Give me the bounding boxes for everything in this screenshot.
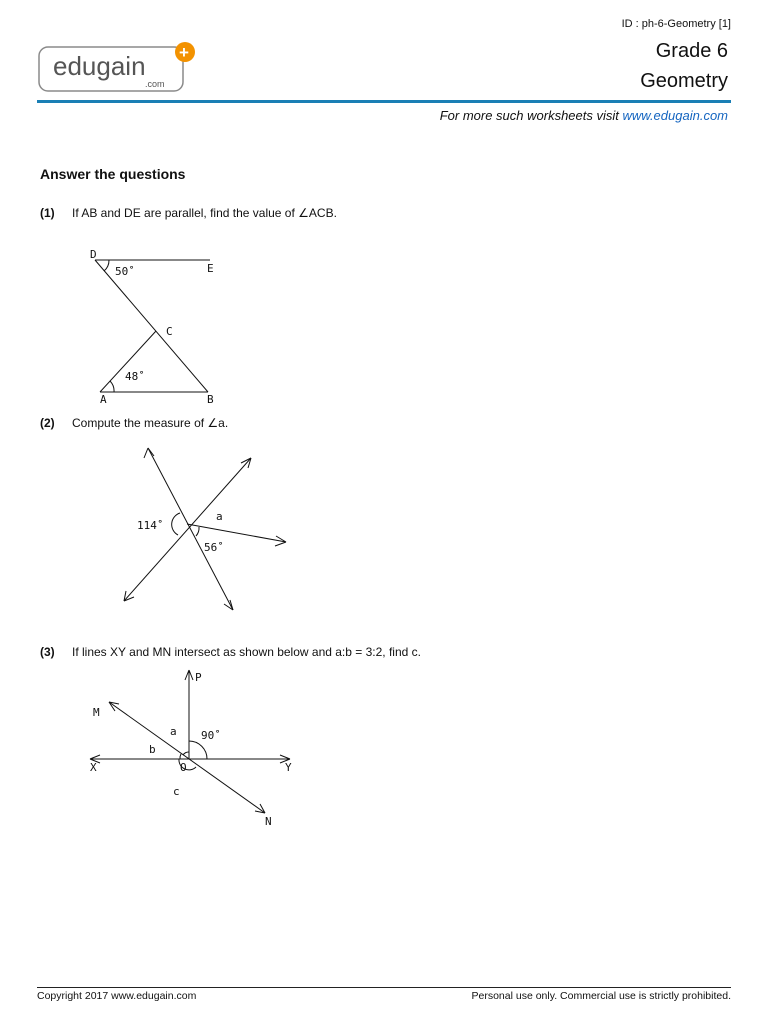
label-a: A — [100, 393, 107, 406]
angle-label-90: 90˚ — [201, 729, 221, 742]
header-rule — [37, 100, 731, 103]
angle-arc-114 — [172, 513, 180, 535]
angle-label-a: a — [216, 510, 223, 523]
angle-arc-a — [110, 381, 114, 392]
angle-label-b: b — [149, 743, 156, 756]
logo-plus: + — [179, 43, 189, 62]
angle-arc-90 — [189, 741, 207, 759]
label-d: D — [90, 248, 97, 261]
more-worksheets-line — [440, 108, 728, 123]
label-o: O — [180, 761, 187, 774]
logo-wordmark: edugain — [53, 51, 146, 81]
question-2-text: Compute the measure of ∠a. — [72, 416, 229, 430]
angle-label-114: 114˚ — [137, 519, 164, 532]
subject-title: Geometry — [640, 70, 728, 92]
line-mn — [109, 702, 265, 813]
edugain-logo — [36, 40, 201, 96]
footer-copyright: Copyright 2017 www.edugain.com — [37, 990, 197, 1002]
more-worksheets-text: For more such worksheets visit — [439, 108, 619, 123]
angle-label-50: 50˚ — [115, 265, 135, 278]
question-3-number: (3) — [40, 645, 55, 659]
angle-arc-b — [180, 754, 181, 759]
angle-label-56: 56˚ — [204, 541, 224, 554]
edugain-link[interactable]: www.edugain.com — [622, 108, 728, 123]
label-e: E — [207, 262, 214, 275]
angle-label-a: a — [170, 725, 177, 738]
line-db — [95, 260, 208, 392]
question-1-number: (1) — [40, 206, 55, 220]
question-1-text: If AB and DE are parallel, find the value of ∠ACB. — [72, 206, 337, 220]
footer-usage-note: Personal use only. Commercial use is strictly prohibited. — [471, 990, 731, 1002]
angle-label-48: 48˚ — [125, 370, 145, 383]
footer-rule — [37, 987, 731, 988]
label-y: Y — [285, 761, 292, 774]
angle-arc-d — [104, 260, 109, 271]
question-1-figure — [80, 245, 250, 410]
arrowhead-m — [109, 702, 119, 711]
question-2-figure — [110, 440, 300, 615]
question-3-text: If lines XY and MN intersect as shown below and a:b = 3:2, find c. — [72, 645, 421, 659]
label-c: C — [166, 325, 173, 338]
question-3-figure — [85, 665, 305, 830]
label-p: P — [195, 671, 202, 684]
grade-title: Grade 6 — [655, 40, 728, 62]
label-m: M — [93, 706, 100, 719]
angle-arc-56 — [196, 527, 199, 536]
angle-label-c: c — [173, 785, 180, 798]
label-n: N — [265, 815, 272, 828]
question-2-number: (2) — [40, 416, 55, 430]
document-id: ID : ph-6-Geometry [1] — [621, 18, 731, 30]
ray-3 — [187, 524, 286, 542]
label-x: X — [90, 761, 97, 774]
angle-arc-a — [183, 752, 189, 755]
label-b: B — [207, 393, 214, 406]
section-title: Answer the questions — [40, 166, 186, 182]
logo-suffix: .com — [145, 79, 165, 89]
